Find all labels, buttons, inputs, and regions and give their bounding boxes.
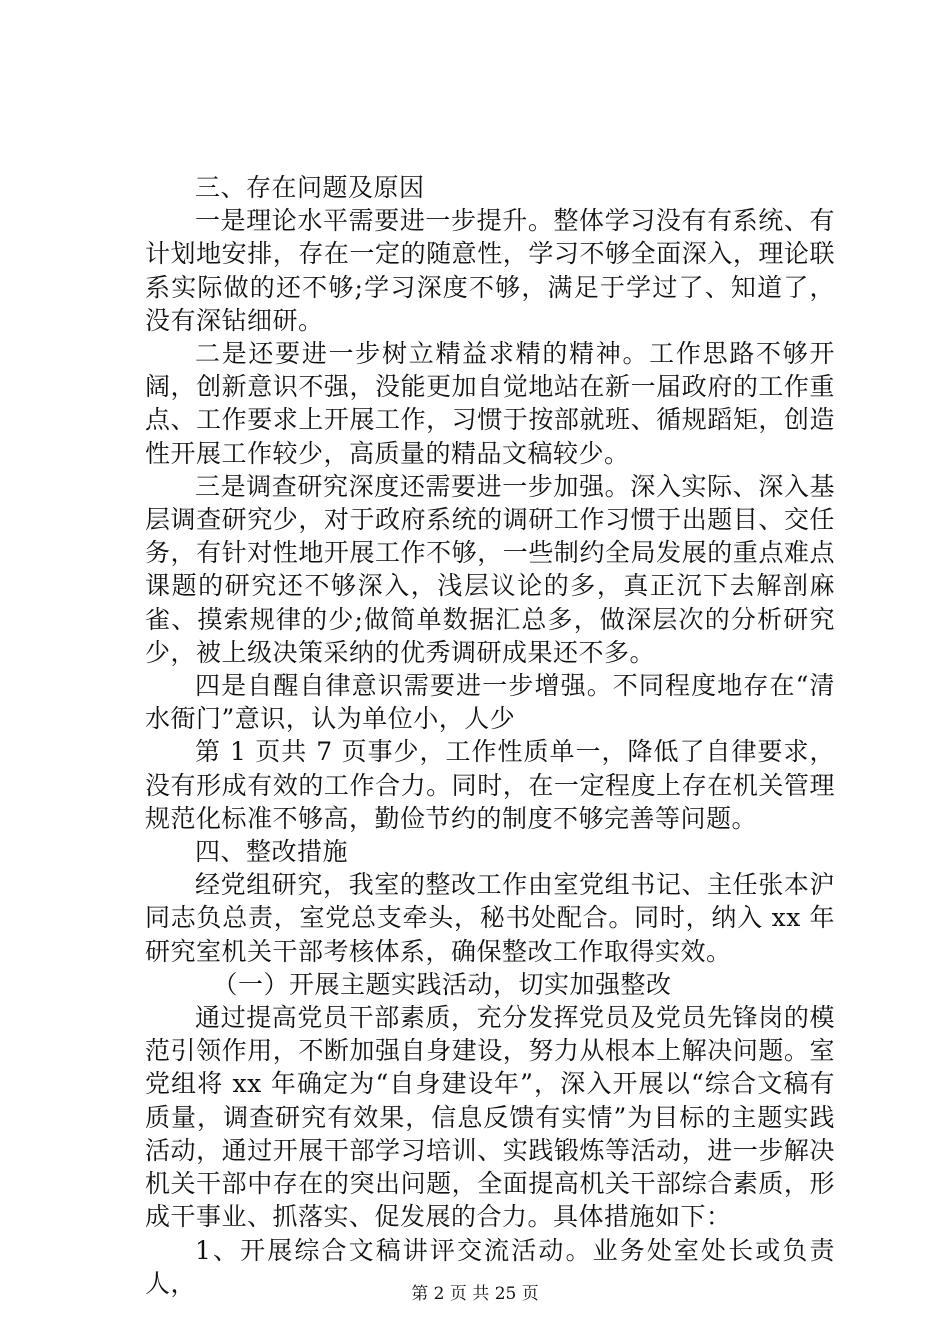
section-heading-problems: 三、存在问题及原因: [195, 173, 425, 202]
paragraph: 通过提高党员干部素质，充分发挥党员及党员先锋岗的模范引领作用，不断加强自身建设，努力从根本上解决问题。室党组将 xx 年确定为“自身建设年”，深入开展以“综合文稿有质量，调查研究有效果，信息反馈有实情”为目标的主题实践活动，通过开展干部学习培训、实践锻炼等活动，进一步解决机关干部中存在的突出问题，全面提高机关干部综合素质，形成干事业、抓落实、促发展的合力。具体措施如下：: [145, 1003, 835, 1232]
paragraph: 1、开展综合文稿讲评交流活动。业务处室处长或负责人，: [145, 1235, 835, 1298]
subsection-heading: （一）开展主题实践活动，切实加强整改: [212, 969, 672, 999]
paragraph: 四是自醒自律意识需要进一步增强。不同程度地存在“清水衙门”意识，认为单位小，人少: [145, 671, 835, 734]
paragraph: 一是理论水平需要进一步提升。整体学习没有有系统、有计划地安排，存在一定的随意性，学习不够全面深入，理论联系实际做的还不够;学习深度不够，满足于学过了、知道了，没有深钻细研。: [145, 206, 835, 335]
paragraph: 经党组研究，我室的整改工作由室党组书记、主任张本沪同志负总责，室党总支牵头，秘书处配合。同时，纳入 xx 年研究室机关干部考核体系，确保整改工作取得实效。: [145, 870, 835, 966]
paragraph: 三是调查研究深度还需要进一步加强。深入实际、深入基层调查研究少，对于政府系统的调研工作习惯于出题目、交任务，有针对性地开展工作不够，一些制约全局发展的重点难点课题的研究还不够深入，浅层议论的多，真正沉下去解剖麻雀、摸索规律的少;做简单数据汇总多，做深层次的分析研究少，被上级决策采纳的优秀调研成果还不多。: [145, 471, 835, 667]
document-body: [145, 171, 835, 1300]
paragraph: 二是还要进一步树立精益求精的精神。工作思路不够开阔，创新意识不强，没能更加自觉地站在新一届政府的工作重点、工作要求上开展工作，习惯于按部就班、循规蹈矩，创造性开展工作较少，高质量的精品文稿较少。: [145, 339, 835, 468]
page-footer: 第 2 页 共 25 页: [411, 1284, 539, 1304]
section-heading-measures: 四、整改措施: [195, 837, 349, 867]
paragraph: 第 1 页共 7 页事少，工作性质单一，降低了自律要求，没有形成有效的工作合力。同时，在一定程度上存在机关管理规范化标准不够高，勤俭节约的制度不够完善等问题。: [145, 737, 835, 833]
